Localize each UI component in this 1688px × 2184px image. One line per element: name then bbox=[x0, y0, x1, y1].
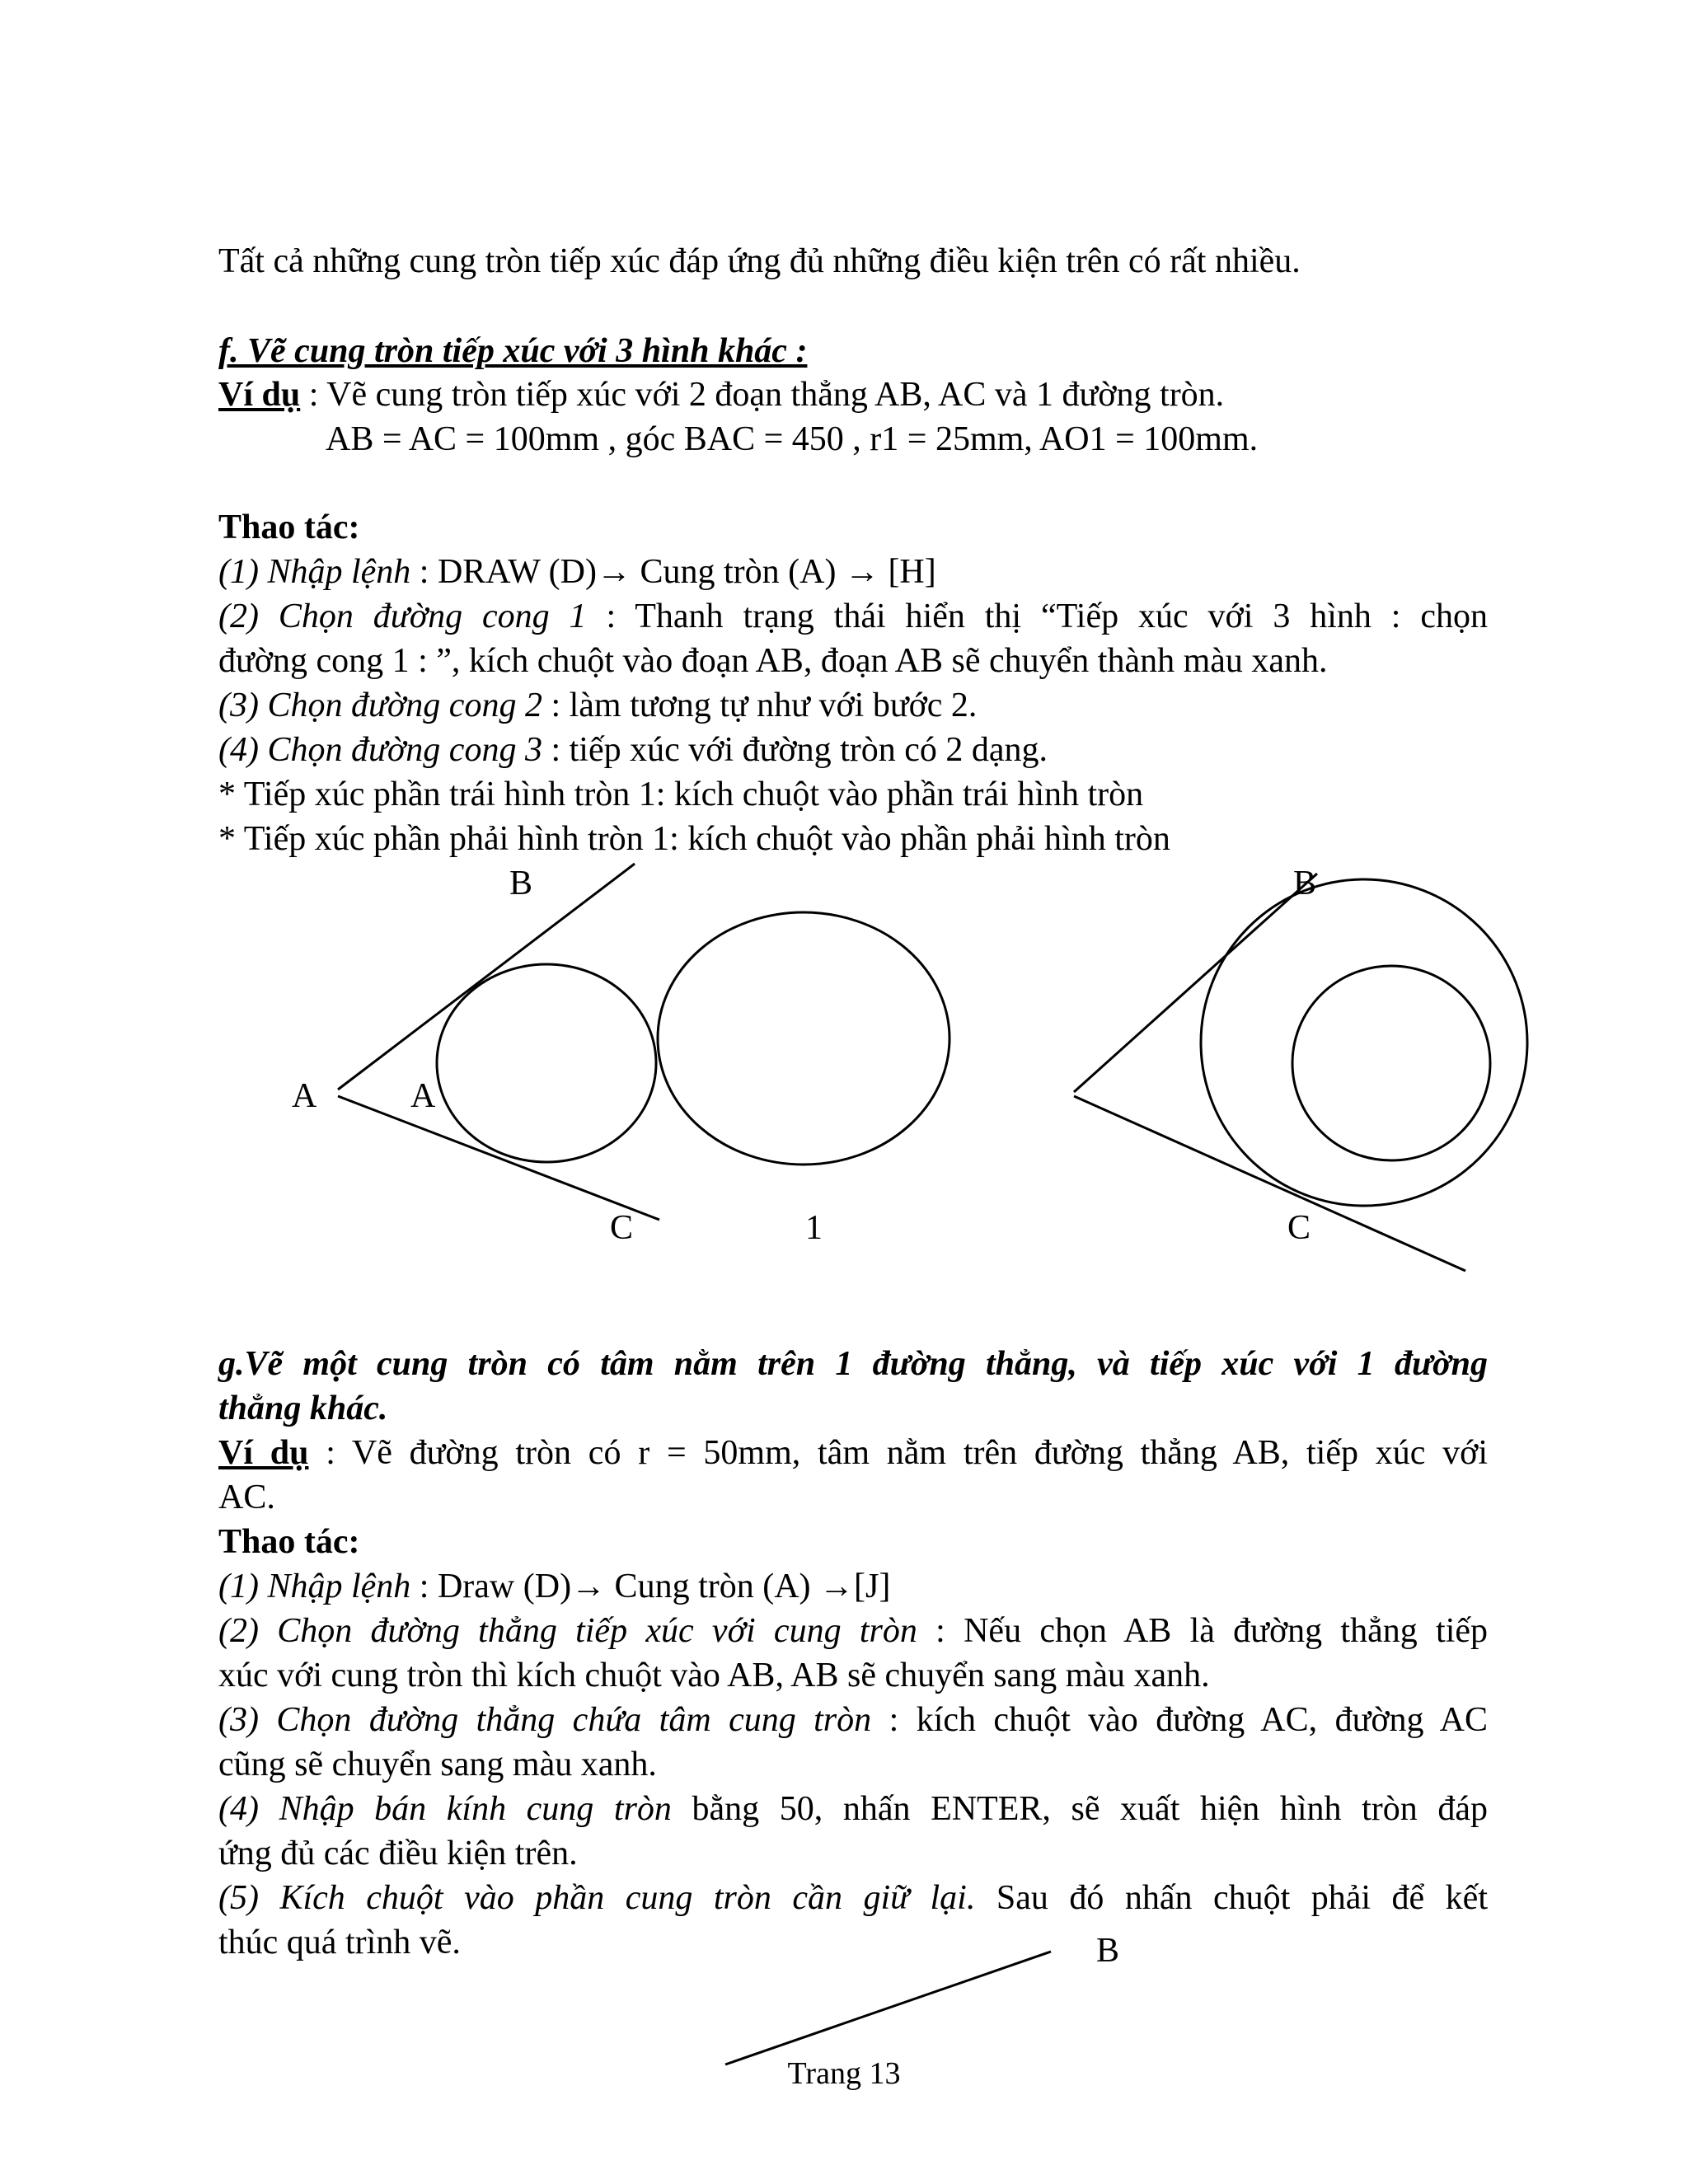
label-a-2: A bbox=[410, 1077, 436, 1115]
step-text: : tiếp xúc với đường tròn có 2 dạng. bbox=[542, 731, 1048, 769]
step-text: : kích chuột vào đường AC, đường AC bbox=[871, 1701, 1489, 1739]
label-circle-1: 1 bbox=[805, 1209, 823, 1247]
step-text: Sau đó nhấn chuột phải để kết bbox=[975, 1879, 1488, 1917]
step-label: (5) Kích chuột vào phần cung tròn cần giữ lại. bbox=[218, 1879, 976, 1917]
section-g-heading-2: thẳng khác. bbox=[218, 1390, 388, 1427]
section-g-step-4-cont: ứng đủ các điều kiện trên. bbox=[218, 1835, 578, 1872]
step-label: (4) Chọn đường cong 3 bbox=[218, 731, 542, 769]
section-f-step-2-cont: đường cong 1 : ”, kích chuột vào đoạn AB, đoạn AB sẽ chuyển thành màu xanh. bbox=[218, 642, 1328, 680]
section-f-steps-title: Thao tác: bbox=[218, 509, 360, 546]
section-f-params: AB = AC = 100mm , góc BAC = 450 , r1 = 25mm, AO1 = 100mm. bbox=[326, 420, 1259, 458]
page-footer: Trang 13 bbox=[787, 2056, 901, 2091]
label-b-fig2: B bbox=[1096, 1932, 1120, 1970]
step-label: (2) Chọn đường thẳng tiếp xúc với cung tròn bbox=[218, 1612, 917, 1650]
section-f-heading: f. Vẽ cung tròn tiếp xúc với 3 hình khác : bbox=[218, 332, 808, 370]
step-text: : DRAW (D)→ Cung tròn (A) → [H] bbox=[410, 553, 936, 591]
example-text: : Vẽ cung tròn tiếp xúc với 2 đoạn thẳng AB, AC và 1 đường tròn. bbox=[300, 376, 1225, 414]
step-text: : làm tương tự như với bước 2. bbox=[542, 687, 978, 724]
label-b-right: B bbox=[1293, 865, 1317, 902]
section-f-bullet-2: * Tiếp xúc phần phải hình tròn 1: kích chuột vào phần phải hình tròn bbox=[218, 820, 1170, 858]
section-f-bullet-1: * Tiếp xúc phần trái hình tròn 1: kích chuột vào phần trái hình tròn bbox=[218, 776, 1144, 813]
step-label: (3) Chọn đường cong 2 bbox=[218, 687, 542, 724]
step-text: bằng 50, nhấn ENTER, sẽ xuất hiện hình tròn đáp bbox=[671, 1790, 1489, 1828]
step-label: (1) Nhập lệnh bbox=[218, 553, 411, 591]
step-label: (3) Chọn đường thẳng chứa tâm cung tròn bbox=[218, 1701, 872, 1739]
section-g-step-3-cont: cũng sẽ chuyển sang màu xanh. bbox=[218, 1746, 657, 1783]
step-text: : Nếu chọn AB là đường thẳng tiếp bbox=[917, 1612, 1489, 1650]
section-g-steps-title: Thao tác: bbox=[218, 1523, 360, 1561]
section-g-step-2-cont: xúc với cung tròn thì kích chuột vào AB, AB sẽ chuyển sang màu xanh. bbox=[218, 1657, 1210, 1694]
step-text: : Draw (D)→ Cung tròn (A) →[J] bbox=[410, 1568, 891, 1605]
segment-ab-fig2 bbox=[725, 1952, 1051, 2064]
step-label: (2) Chọn đường cong 1 bbox=[218, 598, 587, 635]
section-g-heading-1: g.Vẽ một cung tròn có tâm nằm trên 1 đường thẳng, và tiếp xúc với 1 đường bbox=[218, 1345, 1488, 1383]
step-text: : Thanh trạng thái hiển thị “Tiếp xúc với 3 hình : chọn bbox=[586, 598, 1488, 635]
section-g-example-cont: AC. bbox=[218, 1479, 275, 1516]
section-g-step-5-cont: thúc quá trình vẽ. bbox=[218, 1924, 461, 1961]
intro-paragraph: Tất cả những cung tròn tiếp xúc đáp ứng đủ những điều kiện trên có rất nhiều. bbox=[218, 242, 1301, 280]
label-c: C bbox=[610, 1209, 634, 1247]
step-label: (1) Nhập lệnh bbox=[218, 1568, 411, 1605]
label-a: A bbox=[292, 1077, 317, 1115]
example-label: Ví dụ bbox=[218, 376, 301, 414]
step-label: (4) Nhập bán kính cung tròn bbox=[218, 1790, 672, 1828]
example-label: Ví dụ bbox=[218, 1434, 309, 1472]
example-text: : Vẽ đường tròn có r = 50mm, tâm nằm trên đường thẳng AB, tiếp xúc với bbox=[308, 1434, 1489, 1472]
label-b: B bbox=[509, 865, 533, 902]
label-c-right: C bbox=[1287, 1209, 1311, 1247]
